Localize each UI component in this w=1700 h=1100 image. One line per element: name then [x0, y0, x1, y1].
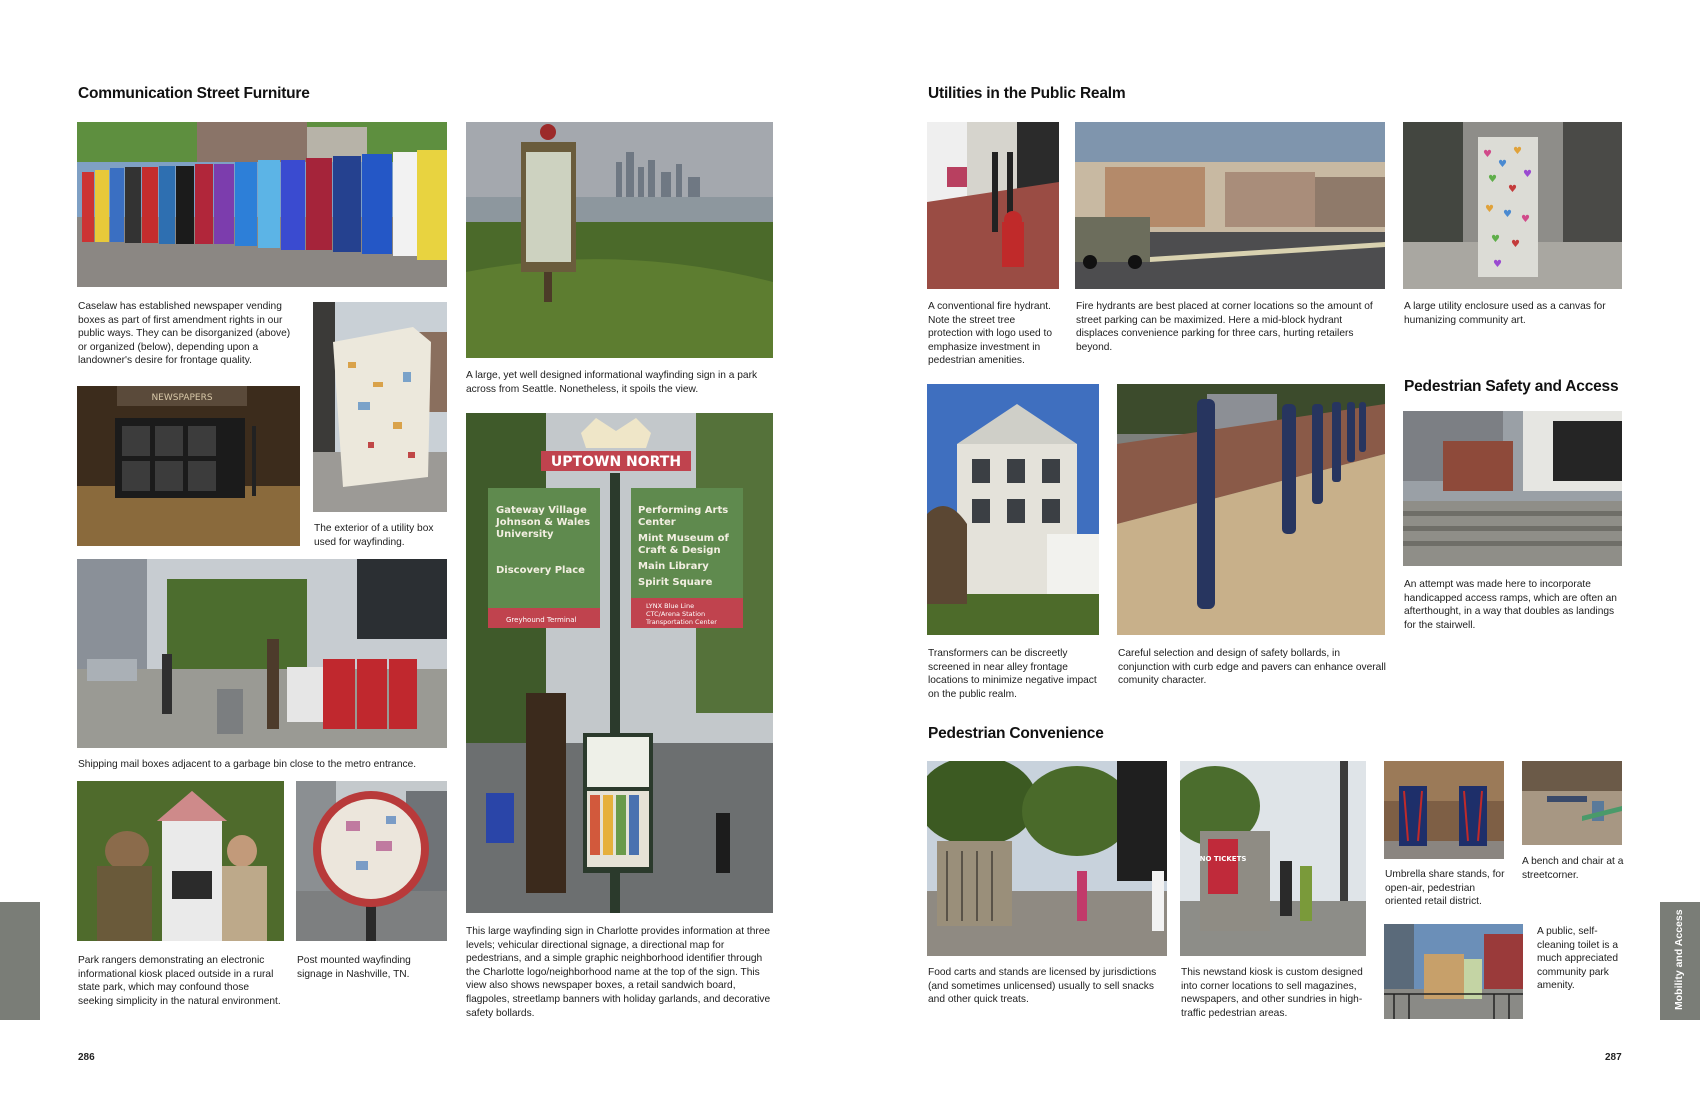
svg-text:CTC/Arena Station: CTC/Arena Station	[646, 610, 706, 618]
photo-utility-box-wayfinding	[313, 302, 447, 512]
photo-charlotte-uptown-north-sign	[466, 413, 773, 913]
caption-toilet: A public, self-cleaning toilet is a much appreciated community park amenity.	[1537, 926, 1618, 992]
photo-utility-enclosure-art	[1403, 122, 1622, 289]
caption-charlotte-sign: This large wayfinding sign in Charlotte provides information at three levels; vehicular directional signage, a directional map for pedestrians, and a simple graphic neighborhood identifier through the Charlotte logo/neighborhood name at the top of the sign. This view also shows newspaper boxes, a retail sandwich board, flagpoles, streetlamp banners with holiday garlands, and decorative safety bollards.	[466, 926, 771, 1019]
caption-mail-boxes: Shipping mail boxes adjacent to a garbage bin close to the metro entrance.	[78, 759, 417, 770]
section-heading-utilities: Utilities in the Public Realm	[928, 85, 1126, 102]
photo-fire-hydrant	[927, 122, 1059, 289]
svg-text:♥: ♥	[1523, 169, 1532, 180]
caption-umbrella: Umbrella share stands, for open-air, pedestrian oriented retail district.	[1385, 869, 1505, 908]
caption-transformers: Transformers can be discreetly screened in near alley frontage locations to minimize negative impact on the public realm.	[928, 648, 1097, 700]
photo-access-ramps	[1403, 411, 1622, 566]
photo-shipping-mail-boxes	[77, 559, 447, 748]
svg-text:University: University	[496, 529, 554, 540]
svg-text:♥: ♥	[1491, 234, 1500, 245]
photo-bench-and-chair	[1522, 761, 1622, 845]
caption-utility-box: The exterior of a utility box used for wayfinding.	[314, 523, 434, 548]
chapter-tab-label: Mobility and Access	[1673, 909, 1685, 1010]
svg-text:♥: ♥	[1503, 209, 1512, 220]
photo-mid-block-hydrant	[1075, 122, 1385, 289]
svg-text:Performing Arts: Performing Arts	[638, 505, 729, 516]
caption-ramps: An attempt was made here to incorporate handicapped access ramps, which are often an afterthought, in a way that doubles as landings for the stairwell.	[1404, 579, 1617, 631]
caption-bench: A bench and chair at a streetcorner.	[1522, 856, 1624, 881]
svg-text:♥: ♥	[1488, 174, 1497, 185]
svg-text:Main Library: Main Library	[638, 561, 709, 572]
svg-text:♥: ♥	[1508, 184, 1517, 195]
svg-text:NEWSPAPERS: NEWSPAPERS	[151, 393, 213, 403]
caption-nashville: Post mounted wayfinding signage in Nashville, TN.	[297, 955, 411, 980]
section-heading-convenience: Pedestrian Convenience	[928, 725, 1104, 742]
svg-text:LYNX Blue Line: LYNX Blue Line	[646, 602, 695, 610]
svg-text:Gateway Village: Gateway Village	[496, 505, 587, 516]
svg-text:♥: ♥	[1511, 239, 1520, 250]
section-heading-safety: Pedestrian Safety and Access	[1404, 378, 1619, 395]
svg-text:♥: ♥	[1498, 159, 1507, 170]
svg-text:♥: ♥	[1485, 204, 1494, 215]
svg-text:♥: ♥	[1513, 146, 1522, 157]
svg-text:Mint Museum of: Mint Museum of	[638, 533, 729, 544]
photo-umbrella-share-stands	[1384, 761, 1504, 859]
page-number-right: 287	[1605, 1052, 1622, 1063]
photo-park-kiosk	[77, 781, 284, 941]
photo-nashville-post-sign	[296, 781, 447, 941]
caption-bollards: Careful selection and design of safety bollards, in conjunction with curb edge and pavers can enhance overall comunity character.	[1118, 648, 1386, 687]
svg-text:Transportation Center: Transportation Center	[646, 618, 717, 626]
photo-organized-newspaper-rack	[77, 386, 300, 546]
photo-newspaper-boxes	[77, 122, 447, 287]
svg-text:Spirit Square: Spirit Square	[638, 577, 713, 588]
photo-self-cleaning-toilet	[1384, 924, 1523, 1019]
svg-text:Craft & Design: Craft & Design	[638, 545, 721, 556]
caption-hydrant-corner: Fire hydrants are best placed at corner locations so the amount of street parking can be maximized. Here a mid-block hydrant displaces convenience parking for three cars, hurting retailers beyond.	[1076, 301, 1373, 353]
photo-seattle-wayfinding-sign	[466, 122, 773, 358]
caption-enclosure: A large utility enclosure used as a canvas for humanizing community art.	[1404, 301, 1606, 326]
page-number-left: 286	[78, 1052, 95, 1063]
caption-seattle-sign: A large, yet well designed informational wayfinding sign in a park across from Seattle. Nonetheless, it spoils the view.	[466, 370, 758, 395]
photo-transformer-screening	[927, 384, 1099, 635]
svg-text:NO TICKETS: NO TICKETS	[1199, 855, 1247, 863]
svg-text:UPTOWN NORTH: UPTOWN NORTH	[550, 454, 682, 470]
svg-text:♥: ♥	[1493, 259, 1502, 270]
caption-newsstand: This newstand kiosk is custom designed into corner locations to sell magazines, newspapers, and other sundries in high-traffic pedestrian areas.	[1181, 967, 1363, 1019]
caption-park-kiosk: Park rangers demonstrating an electronic informational kiosk placed outside in a rural state park, which may confound those seeking simplicity in the natural environment.	[78, 955, 281, 1007]
svg-text:Johnson & Wales: Johnson & Wales	[496, 517, 591, 528]
section-heading-communication: Communication Street Furniture	[78, 85, 310, 102]
svg-text:Greyhound Terminal: Greyhound Terminal	[506, 616, 577, 624]
caption-food-carts: Food carts and stands are licensed by jurisdictions (and sometimes unlicensed) usually to sell snacks and other quick treats.	[928, 967, 1157, 1006]
svg-text:Discovery Place: Discovery Place	[496, 565, 585, 576]
left-page-tab	[0, 902, 40, 1020]
caption-hydrant: A conventional fire hydrant. Note the street tree protection with logo used to emphasize investment in pedestrian amenities.	[928, 301, 1053, 367]
photo-newsstand-kiosk	[1180, 761, 1366, 956]
caption-newsboxes: Caselaw has established newspaper vending boxes as part of first amendment rights in our public ways. They can be disorganized (above) or organized (below), depending upon a landowner's desire for frontage quality.	[78, 301, 291, 367]
photo-food-carts	[927, 761, 1167, 956]
photo-safety-bollards	[1117, 384, 1385, 635]
svg-text:♥: ♥	[1483, 149, 1492, 160]
svg-text:♥: ♥	[1521, 214, 1530, 225]
chapter-tab-mobility-access[interactable]	[1660, 902, 1700, 1020]
svg-text:Center: Center	[638, 517, 676, 528]
